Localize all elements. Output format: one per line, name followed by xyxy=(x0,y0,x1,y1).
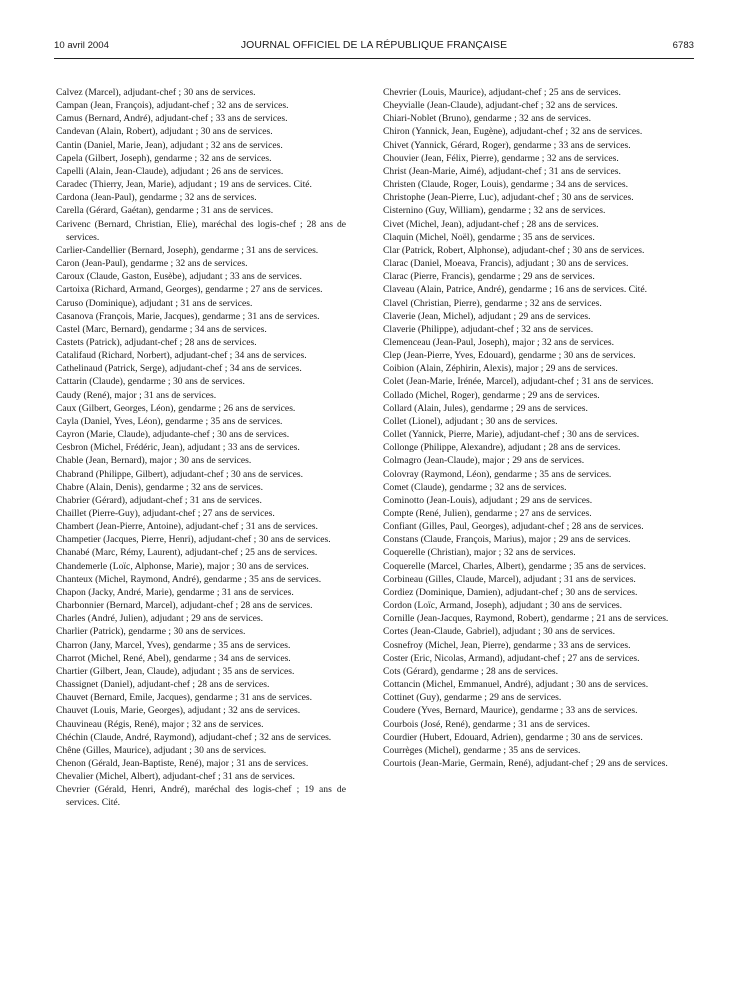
list-item: Caradec (Thierry, Jean, Marie), adjudant ; 19 ans de services. Cité. xyxy=(56,179,312,191)
list-item: Cartoixa (Richard, Armand, Georges), gendarme ; 27 ans de services. xyxy=(56,284,323,296)
list-item: Collet (Yannick, Pierre, Marie), adjudant-chef ; 30 ans de services. xyxy=(383,429,640,441)
list-item: Constans (Claude, François, Marius), major ; 29 ans de services. xyxy=(383,534,631,546)
list-item: Chevrier (Louis, Maurice), adjudant-chef ; 25 ans de services. xyxy=(383,87,621,98)
list-item: Chenon (Gérald, Jean-Baptiste, René), major ; 31 ans de services. xyxy=(56,757,309,769)
list-item: Cordon (Loïc, Armand, Joseph), adjudant ; 30 ans de services. xyxy=(383,600,622,612)
list-item: Cantin (Daniel, Marie, Jean), adjudant ; 32 ans de services. xyxy=(56,139,283,151)
list-item: Coster (Eric, Nicolas, Armand), adjudant-chef ; 27 ans de services. xyxy=(383,652,640,664)
list-item: Confiant (Gilles, Paul, Georges), adjudant-chef ; 28 ans de services. xyxy=(383,521,644,533)
list-item: Cattarin (Claude), gendarme ; 30 ans de services. xyxy=(56,376,245,388)
header-rule xyxy=(54,58,694,59)
list-item: Chapon (Jacky, André, Marie), gendarme ; 31 ans de services. xyxy=(56,586,294,598)
list-item: Cathelinaud (Patrick, Serge), adjudant-chef ; 34 ans de services. xyxy=(56,363,302,375)
list-item: Calvez (Marcel), adjudant-chef ; 30 ans de services. xyxy=(56,87,256,98)
list-item: Camus (Bernard, André), adjudant-chef ; 33 ans de services. xyxy=(56,113,288,125)
list-item: Capela (Gilbert, Joseph), gendarme ; 32 ans de services. xyxy=(56,152,272,164)
list-item: Chéchin (Claude, André, Raymond), adjudant-chef ; 32 ans de services. xyxy=(56,731,332,743)
list-item: Cominotto (Jean-Louis), adjudant ; 29 ans de services. xyxy=(383,494,593,506)
list-item: Cesbron (Michel, Frédéric, Jean), adjudant ; 33 ans de services. xyxy=(56,442,300,454)
list-item: Chanabé (Marc, Rémy, Laurent), adjudant-chef ; 25 ans de services. xyxy=(56,547,318,559)
list-item: Castel (Marc, Bernard), gendarme ; 34 ans de services. xyxy=(56,323,267,335)
list-item: Coudere (Yves, Bernard, Maurice), gendarme ; 33 ans de services. xyxy=(383,705,638,717)
list-item: Courdier (Hubert, Edouard, Adrien), gendarme ; 30 ans de services. xyxy=(383,731,643,743)
page-number: 6783 xyxy=(672,40,694,51)
list-item: Collet (Lionel), adjudant ; 30 ans de services. xyxy=(383,415,558,427)
list-item: Cottancin (Michel, Emmanuel, André), adjudant ; 30 ans de services. xyxy=(383,679,649,691)
list-item: Carivenc (Bernard, Christian, Elie), maréchal des logis-chef ; 28 ans de services. xyxy=(56,218,346,243)
list-item: Courtois (Jean-Marie, Germain, René), adjudant-chef ; 29 ans de services. xyxy=(383,757,668,769)
list-item: Comet (Claude), gendarme ; 32 ans de services. xyxy=(383,481,567,493)
list-item: Chassignet (Daniel), adjudant-chef ; 28 ans de services. xyxy=(56,679,270,691)
list-item: Claveau (Alain, Patrice, André), gendarme ; 16 ans de services. Cité. xyxy=(383,284,648,296)
list-item: Courrèges (Michel), gendarme ; 35 ans de services. xyxy=(383,744,581,756)
list-item: Collard (Alain, Jules), gendarme ; 29 ans de services. xyxy=(383,402,588,414)
list-item: Chiari-Noblet (Bruno), gendarme ; 32 ans de services. xyxy=(383,113,592,125)
left-column xyxy=(56,86,346,810)
list-item: Caux (Gilbert, Georges, Léon), gendarme ; 26 ans de services. xyxy=(56,402,296,414)
list-item: Chauvet (Bernard, Emile, Jacques), gendarme ; 31 ans de services. xyxy=(56,692,313,704)
list-item: Catalifaud (Richard, Norbert), adjudant-chef ; 34 ans de services. xyxy=(56,350,307,362)
list-item: Collonge (Philippe, Alexandre), adjudant ; 28 ans de services. xyxy=(383,442,621,454)
list-item: Chêne (Gilles, Maurice), adjudant ; 30 ans de services. xyxy=(56,744,267,756)
list-item: Clar (Patrick, Robert, Alphonse), adjudant-chef ; 30 ans de services. xyxy=(383,244,645,256)
list-item: Christophe (Jean-Pierre, Luc), adjudant-chef ; 30 ans de services. xyxy=(383,192,634,204)
list-item: Cordiez (Dominique, Damien), adjudant-chef ; 30 ans de services. xyxy=(383,586,638,598)
list-item: Clep (Jean-Pierre, Yves, Edouard), gendarme ; 30 ans de services. xyxy=(383,350,636,362)
list-item: Chauvet (Louis, Marie, Georges), adjudant ; 32 ans de services. xyxy=(56,705,301,717)
list-item: Champetier (Jacques, Pierre, Henri), adjudant-chef ; 30 ans de services. xyxy=(56,534,331,546)
list-item: Claverie (Jean, Michel), adjudant ; 29 ans de services. xyxy=(383,310,591,322)
list-item: Cisternino (Guy, William), gendarme ; 32 ans de services. xyxy=(383,205,606,217)
right-column xyxy=(383,86,673,770)
list-item: Cardona (Jean-Paul), gendarme ; 32 ans de services. xyxy=(56,192,257,204)
list-item: Cottinet (Guy), gendarme ; 29 ans de services. xyxy=(383,692,562,704)
list-item: Castets (Patrick), adjudant-chef ; 28 ans de services. xyxy=(56,336,257,348)
list-item: Campan (Jean, François), adjudant-chef ; 32 ans de services. xyxy=(56,100,289,112)
list-item: Chauvineau (Régis, René), major ; 32 ans de services. xyxy=(56,718,264,730)
list-item: Coquerelle (Christian), major ; 32 ans de services. xyxy=(383,547,576,559)
list-item: Carella (Gérard, Gaétan), gendarme ; 31 ans de services. xyxy=(56,205,274,217)
list-item: Chable (Jean, Bernard), major ; 30 ans de services. xyxy=(56,455,252,467)
list-item: Claverie (Philippe), adjudant-chef ; 32 ans de services. xyxy=(383,323,594,335)
list-item: Charrot (Michel, René, Abel), gendarme ; 34 ans de services. xyxy=(56,652,291,664)
list-item: Caudy (René), major ; 31 ans de services. xyxy=(56,389,217,401)
list-item: Cornille (Jean-Jacques, Raymond, Robert), gendarme ; 21 ans de services. xyxy=(383,613,669,625)
list-item: Chabre (Alain, Denis), gendarme ; 32 ans de services. xyxy=(56,481,263,493)
list-item: Capelli (Alain, Jean-Claude), adjudant ; 26 ans de services. xyxy=(56,165,284,177)
list-item: Charlier (Patrick), gendarme ; 30 ans de services. xyxy=(56,626,246,638)
list-item: Cots (Gérard), gendarme ; 28 ans de services. xyxy=(383,665,559,677)
list-item: Chartier (Gilbert, Jean, Claude), adjudant ; 35 ans de services. xyxy=(56,665,295,677)
list-item: Cheyvialle (Jean-Claude), adjudant-chef ; 32 ans de services. xyxy=(383,100,618,112)
list-item: Chabrier (Gérard), adjudant-chef ; 31 ans de services. xyxy=(56,494,262,506)
list-item: Chandemerle (Loïc, Alphonse, Marie), major ; 30 ans de services. xyxy=(56,560,309,572)
list-item: Claquin (Michel, Noël), gendarme ; 35 ans de services. xyxy=(383,231,595,243)
list-item: Collado (Michel, Roger), gendarme ; 29 ans de services. xyxy=(383,389,600,401)
list-item: Coibion (Alain, Zéphirin, Alexis), major ; 29 ans de services. xyxy=(383,363,618,375)
publication-date: 10 avril 2004 xyxy=(54,40,109,51)
list-item: Cortes (Jean-Claude, Gabriel), adjudant ; 30 ans de services. xyxy=(383,626,616,638)
list-item: Caruso (Dominique), adjudant ; 31 ans de services. xyxy=(56,297,253,309)
list-item: Chiron (Yannick, Jean, Eugène), adjudant-chef ; 32 ans de services. xyxy=(383,126,643,138)
list-item: Colmagro (Jean-Claude), major ; 29 ans de services. xyxy=(383,455,585,467)
list-item: Chanteux (Michel, Raymond, André), gendarme ; 35 ans de services. xyxy=(56,573,322,585)
list-item: Cayla (Daniel, Yves, Léon), gendarme ; 35 ans de services. xyxy=(56,415,283,427)
journal-title: JOURNAL OFFICIEL DE LA RÉPUBLIQUE FRANÇAISE xyxy=(240,40,508,51)
list-item: Civet (Michel, Jean), adjudant-chef ; 28 ans de services. xyxy=(383,218,599,230)
list-item: Candevan (Alain, Robert), adjudant ; 30 ans de services. xyxy=(56,126,273,138)
list-item: Colet (Jean-Marie, Irénée, Marcel), adjudant-chef ; 31 ans de services. xyxy=(383,376,654,388)
list-item: Courbois (José, René), gendarme ; 31 ans de services. xyxy=(383,718,591,730)
list-item: Corbineau (Gilles, Claude, Marcel), adjudant ; 31 ans de services. xyxy=(383,573,636,585)
list-item: Caron (Jean-Paul), gendarme ; 32 ans de services. xyxy=(56,258,248,270)
list-item: Chambert (Jean-Pierre, Antoine), adjudant-chef ; 31 ans de services. xyxy=(56,521,318,533)
list-item: Chivet (Yannick, Gérard, Roger), gendarme ; 33 ans de services. xyxy=(383,139,631,151)
list-item: Clarac (Pierre, Francis), gendarme ; 29 ans de services. xyxy=(383,271,595,283)
list-item: Chaillet (Pierre-Guy), adjudant-chef ; 27 ans de services. xyxy=(56,508,275,519)
list-item: Cosnefroy (Michel, Jean, Pierre), gendarme ; 33 ans de services. xyxy=(383,639,631,651)
list-item: Coquerelle (Marcel, Charles, Albert), gendarme ; 35 ans de services. xyxy=(383,560,646,572)
list-item: Clavel (Christian, Pierre), gendarme ; 32 ans de services. xyxy=(383,297,602,309)
page-header xyxy=(54,38,694,54)
list-item: Charron (Jany, Marcel, Yves), gendarme ; 35 ans de services. xyxy=(56,639,291,651)
list-item: Charles (André, Julien), adjudant ; 29 ans de services. xyxy=(56,613,264,625)
list-item: Caroux (Claude, Gaston, Eusèbe), adjudant ; 33 ans de services. xyxy=(56,271,302,283)
list-item: Cayron (Marie, Claude), adjudante-chef ; 30 ans de services. xyxy=(56,429,290,441)
list-item: Clemenceau (Jean-Paul, Joseph), major ; 32 ans de services. xyxy=(383,336,614,348)
list-item: Christen (Claude, Roger, Louis), gendarme ; 34 ans de services. xyxy=(383,179,628,191)
list-item: Casanova (François, Marie, Jacques), gendarme ; 31 ans de services. xyxy=(56,310,320,322)
list-item: Carlier-Candellier (Bernard, Joseph), gendarme ; 31 ans de services. xyxy=(56,244,319,256)
list-item: Clarac (Daniel, Moeava, Francis), adjudant ; 30 ans de services. xyxy=(383,258,629,270)
list-item: Chouvier (Jean, Félix, Pierre), gendarme ; 32 ans de services. xyxy=(383,152,619,164)
list-item: Chevrier (Gérald, Henri, André), maréchal des logis-chef ; 19 ans de services. Cité. xyxy=(56,784,346,809)
list-item: Charbonnier (Bernard, Marcel), adjudant-chef ; 28 ans de services. xyxy=(56,600,313,612)
list-item: Compte (René, Julien), gendarme ; 27 ans de services. xyxy=(383,508,592,519)
list-item: Colovray (Raymond, Léon), gendarme ; 35 ans de services. xyxy=(383,468,612,480)
list-item: Chabrand (Philippe, Gilbert), adjudant-chef ; 30 ans de services. xyxy=(56,468,303,480)
list-item: Christ (Jean-Marie, Aimé), adjudant-chef ; 31 ans de services. xyxy=(383,165,621,177)
list-item: Chevalier (Michel, Albert), adjudant-chef ; 31 ans de services. xyxy=(56,771,295,783)
